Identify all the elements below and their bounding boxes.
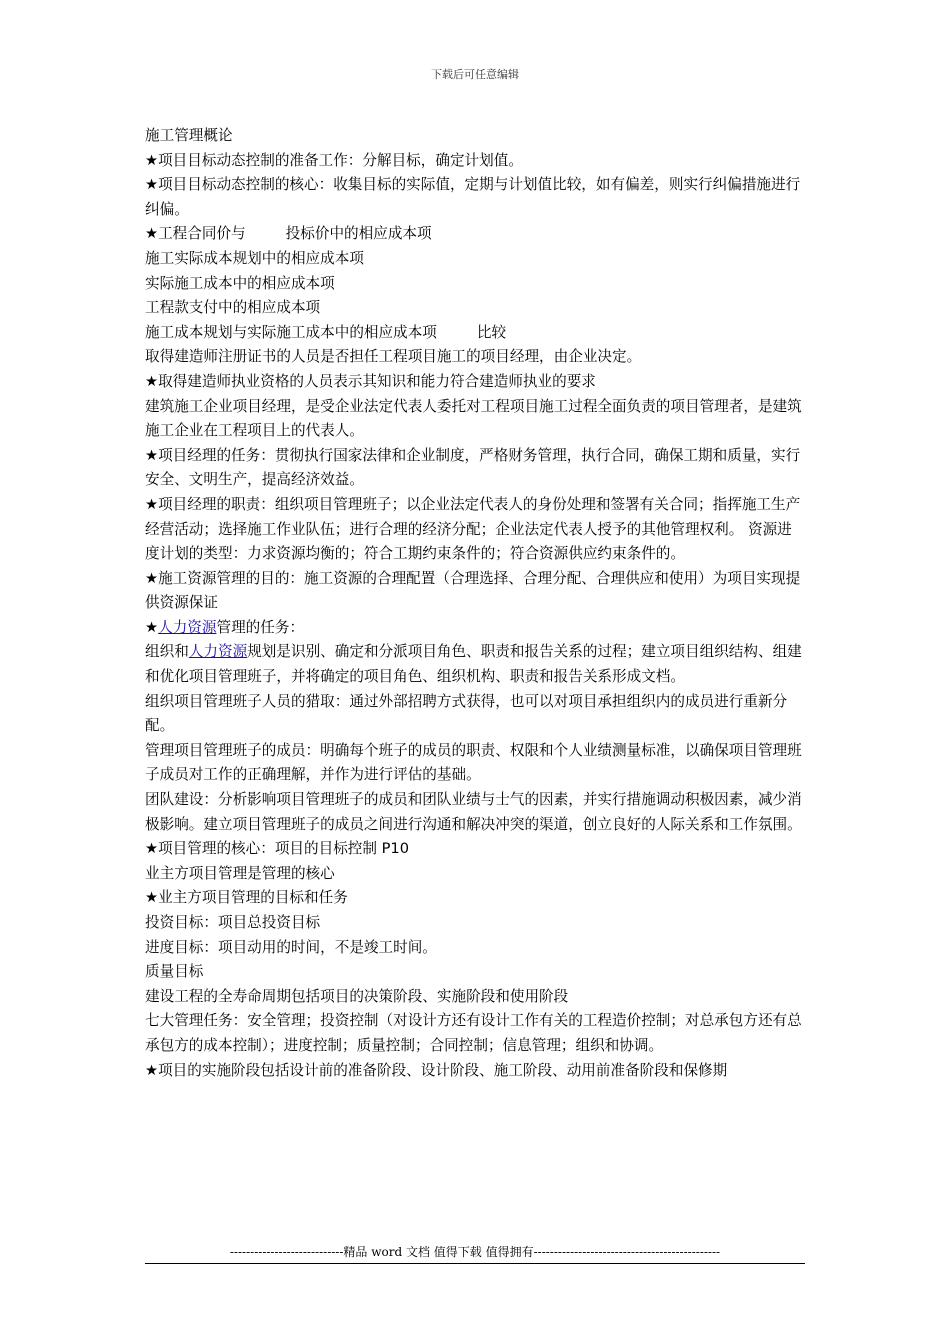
paragraph: 质量目标 [145, 963, 204, 981]
paragraph: ★项目的实施阶段包括设计前的准备阶段、设计阶段、施工阶段、动用前准备阶段和保修期 [145, 1061, 728, 1079]
paragraph-part: 规划是识别、确定和分派项目角色、职责和报告关系的过程；建立项目组织结构、组建和优化项目管理班子，并将确定的项目角色、组织机构、职责和报告关系形成文档。 [145, 643, 802, 686]
paragraph [145, 640, 805, 689]
paragraph [145, 321, 805, 346]
paragraph: ★项目管理的核心：项目的目标控制 P10 [145, 840, 410, 858]
hr-link[interactable]: 人力资源 [188, 643, 248, 661]
paragraph: 业主方项目管理是管理的核心 [145, 864, 335, 882]
paragraph: ★项目经理的任务：贯彻执行国家法律和企业制度，严格财务管理，执行合同，确保工期和质量，实行安全、文明生产，提高经济效益。 [145, 446, 801, 489]
footer-divider [145, 1263, 805, 1264]
hr-link[interactable]: 人力资源 [158, 618, 217, 636]
paragraph: 投资目标：项目总投资目标 [145, 914, 321, 931]
paragraph: 取得建造师注册证书的人员是否担任工程项目施工的项目经理，由企业决定。 [145, 348, 642, 366]
paragraph: 进度目标：项目动用的时间，不是竣工时间。 [145, 938, 437, 956]
paragraph-part: 组织和 [145, 643, 189, 661]
paragraph-part: 施工成本规划与实际施工成本中的相应成本项 [145, 323, 437, 341]
paragraph-part: ★ [145, 618, 159, 636]
paragraph [145, 616, 805, 641]
document-body [145, 124, 805, 1083]
page-footer: ----------------------------精品 word 文档 值得下载 值得拥有---------------------------------------------- [229, 1245, 721, 1259]
paragraph: 建设工程的全寿命周期包括项目的决策阶段、实施阶段和使用阶段 [145, 987, 569, 1005]
paragraph: ★业主方项目管理的目标和任务 [145, 889, 348, 907]
paragraph: 实际施工成本中的相应成本项 [145, 274, 335, 292]
paragraph-part: ★工程合同价与 [145, 225, 246, 243]
paragraph: 七大管理任务：安全管理；投资控制（对设计方还有设计工作有关的工程造价控制；对总承包方还有总承包方的成本控制）；进度控制；质量控制；合同控制；信息管理；组织和协调。 [145, 1012, 802, 1054]
paragraph: 团队建设：分析影响项目管理班子的成员和团队业绩与士气的因素，并实行措施调动积极因素，减少消极影响。建立项目管理班子的成员之间进行沟通和解决冲突的渠道，创立良好的人际关系和工作氛围。 [145, 791, 802, 833]
paragraph: ★取得建造师执业资格的人员表示其知识和能力符合建造师执业的要求 [145, 372, 596, 390]
paragraph-part: 投标价中的相应成本项 [285, 225, 432, 243]
page-header: 下载后可任意编辑 [431, 68, 519, 81]
paragraph: 组织项目管理班子人员的猎取：通过外部招聘方式获得，也可以对项目承担组织内的成员进行重新分配。 [145, 692, 788, 735]
paragraph-part: 比较 [476, 323, 507, 341]
paragraph: ★项目经理的职责：组织项目管理班子；以企业法定代表人的身份处理和签署有关合同；指挥施工生产经营活动；选择施工作业队伍；进行合理的经济分配；企业法定代表人授予的其他管理权利。 资源进度计划的类型：力求资源均衡的；符合工期约束条件的；符合资源供应约束条件的。 [145, 495, 801, 563]
paragraph: 工程款支付中的相应成本项 [145, 299, 321, 317]
paragraph: ★项目目标动态控制的核心：收集目标的实际值，定期与计划值比较，如有偏差，则实行纠偏措施进行纠偏。 [145, 176, 801, 218]
paragraph: 施工实际成本规划中的相应成本项 [145, 249, 364, 267]
paragraph [145, 222, 805, 247]
paragraph: ★项目目标动态控制的准备工作：分解目标，确定计划值。 [145, 151, 523, 169]
section-title: 施工管理概论 [145, 127, 233, 144]
paragraph: 建筑施工企业项目经理，是受企业法定代表人委托对工程项目施工过程全面负责的项目管理者，是建筑施工企业在工程项目上的代表人。 [145, 397, 802, 440]
paragraph: ★施工资源管理的目的：施工资源的合理配置（合理选择、合理分配、合理供应和使用）为项目实现提供资源保证 [145, 569, 801, 612]
paragraph: 管理项目管理班子的成员：明确每个班子的成员的职责、权限和个人业绩测量标准，以确保项目管理班子成员对工作的正确理解，并作为进行评估的基础。 [145, 741, 802, 784]
paragraph-part: 管理的任务： [216, 618, 305, 636]
